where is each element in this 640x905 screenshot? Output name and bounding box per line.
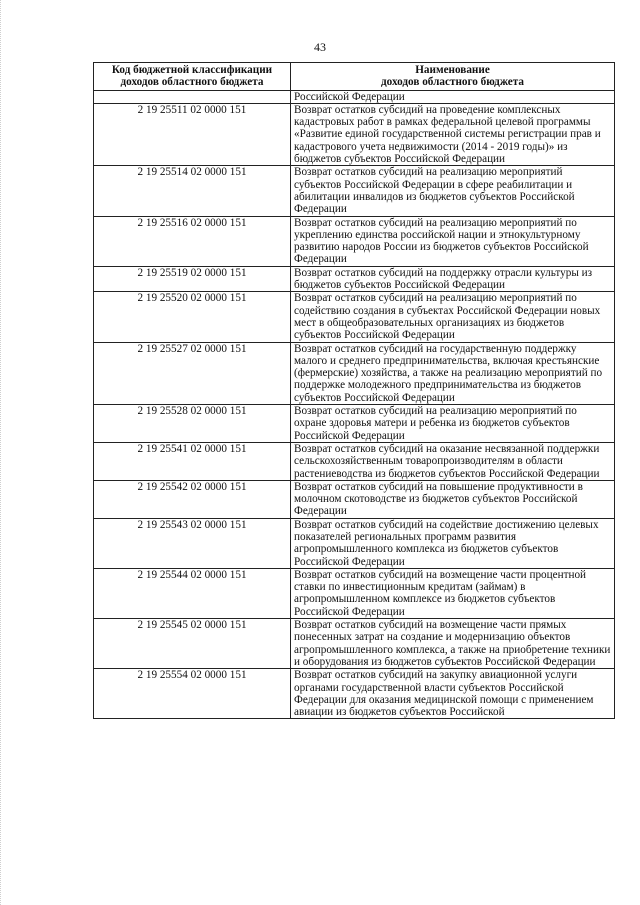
table-row bbox=[94, 292, 615, 342]
row-code: 2 19 25542 02 0000 151 bbox=[94, 480, 291, 518]
continuation-code-cell bbox=[94, 90, 291, 103]
row-code: 2 19 25528 02 0000 151 bbox=[94, 405, 291, 443]
row-name: Возврат остатков субсидий на реализацию мероприятий по содействию создания в субъектах Российской Федерации новых мест в общеобразовательных организациях из бюджетов субъектов Российской Федерации bbox=[291, 292, 615, 342]
row-name: Возврат остатков субсидий на повышение продуктивности в молочном скотоводстве из бюджетов субъектов Российской Федерации bbox=[291, 480, 615, 518]
row-name: Возврат остатков субсидий на поддержку отрасли культуры из бюджетов субъектов Российской Федерации bbox=[291, 266, 615, 292]
row-name: Возврат остатков субсидий на реализацию мероприятий по охране здоровья матери и ребенка из бюджетов субъектов Российской Федерации bbox=[291, 405, 615, 443]
row-code: 2 19 25520 02 0000 151 bbox=[94, 292, 291, 342]
table-header-row bbox=[94, 63, 615, 91]
header-name bbox=[291, 63, 615, 91]
page-number: 43 bbox=[314, 40, 326, 54]
table-row bbox=[94, 568, 615, 618]
table-row bbox=[94, 442, 615, 480]
table-row bbox=[94, 518, 615, 568]
row-code: 2 19 25544 02 0000 151 bbox=[94, 568, 291, 618]
row-name: Возврат остатков субсидий на оказание несвязанной поддержки сельскохозяйственным товаропроизводителям в области растениеводства из бюджетов субъектов Российской Федерации bbox=[291, 442, 615, 480]
row-name: Возврат остатков субсидий на проведение комплексных кадастровых работ в рамках федеральной целевой программы «Развитие единой государственной системы регистрации прав и кадастрового учета недвижимости (2014 - 2019 годы)» из бюджетов субъектов Российской Федерации bbox=[291, 103, 615, 165]
scan-edge bbox=[0, 0, 5, 905]
row-code: 2 19 25519 02 0000 151 bbox=[94, 266, 291, 292]
row-code: 2 19 25543 02 0000 151 bbox=[94, 518, 291, 568]
row-code: 2 19 25541 02 0000 151 bbox=[94, 442, 291, 480]
table-row bbox=[94, 266, 615, 292]
header-code-line1: Код бюджетной классификации bbox=[111, 64, 273, 76]
table-row bbox=[94, 480, 615, 518]
table-row bbox=[94, 342, 615, 404]
continuation-row bbox=[94, 90, 615, 103]
header-code-line2: доходов областного бюджета bbox=[120, 76, 264, 89]
row-code: 2 19 25511 02 0000 151 bbox=[94, 103, 291, 165]
header-code bbox=[94, 63, 291, 91]
row-name: Возврат остатков субсидий на государственную поддержку малого и среднего предпринимательства, включая крестьянские (фермерские) хозяйства, а также на реализацию мероприятий по поддержке молодежного предпринимательства из бюджетов субъектов Российской Федерации bbox=[291, 342, 615, 404]
table-row bbox=[94, 166, 615, 216]
row-name: Возврат остатков субсидий на содействие достижению целевых показателей региональных программ развития агропромышленного комплекса из бюджетов субъектов Российской Федерации bbox=[291, 518, 615, 568]
table-row bbox=[94, 405, 615, 443]
row-code: 2 19 25514 02 0000 151 bbox=[94, 166, 291, 216]
table-row bbox=[94, 619, 615, 669]
row-code: 2 19 25527 02 0000 151 bbox=[94, 342, 291, 404]
table-row bbox=[94, 103, 615, 165]
row-code: 2 19 25554 02 0000 151 bbox=[94, 669, 291, 719]
row-name: Возврат остатков субсидий на реализацию мероприятий субъектов Российской Федерации в сфере реабилитации и абилитации инвалидов из бюджетов субъектов Российской Федерации bbox=[291, 166, 615, 216]
row-name: Возврат остатков субсидий на реализацию мероприятий по укреплению единства российской нации и этнокультурному развитию народов России из бюджетов субъектов Российской Федерации bbox=[291, 216, 615, 266]
row-name: Возврат остатков субсидий на возмещение части процентной ставки по инвестиционным кредитам (займам) в агропромышленном комплексе из бюджетов субъектов Российской Федерации bbox=[291, 568, 615, 618]
row-name: Возврат остатков субсидий на закупку авиационной услуги органами государственной власти субъектов Российской Федерации для оказания медицинской помощи с применением авиации из бюджетов субъектов Российской bbox=[291, 669, 615, 719]
table-row bbox=[94, 216, 615, 266]
header-name-line2: доходов областного бюджета bbox=[380, 76, 524, 89]
row-name: Возврат остатков субсидий на возмещение части прямых понесенных затрат на создание и модернизацию объектов агропромышленного комплекса, а также на приобретение техники и оборудования из бюджетов субъектов Российской Федерации bbox=[291, 619, 615, 669]
header-name-line1: Наименование bbox=[415, 64, 490, 76]
row-code: 2 19 25516 02 0000 151 bbox=[94, 216, 291, 266]
row-code: 2 19 25545 02 0000 151 bbox=[94, 619, 291, 669]
table-row bbox=[94, 669, 615, 719]
budget-classification-table bbox=[93, 62, 615, 719]
continuation-name-cell: Российской Федерации bbox=[291, 90, 615, 103]
